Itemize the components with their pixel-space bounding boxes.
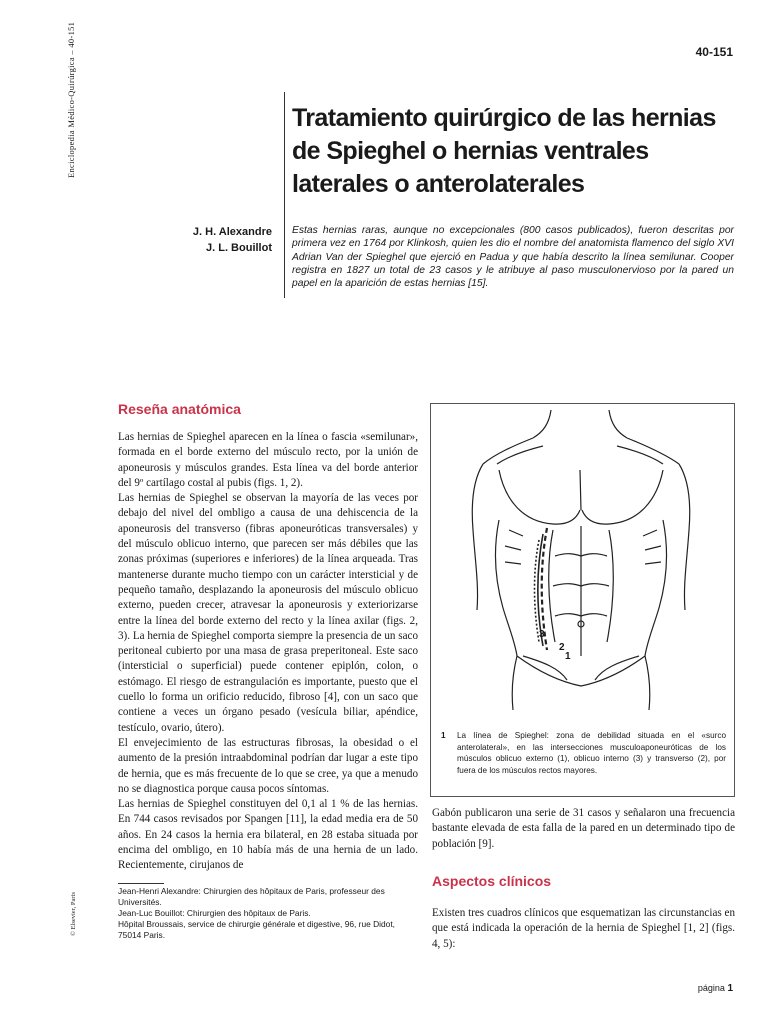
figure-label-2: 2 [559,642,565,653]
journal-side-label: Enciclopedia Médico-Quirúrgica – 40-151 [66,21,76,178]
footnote-rule [118,883,164,884]
paragraph-clinicos: Existen tres cuadros clínicos que esquematizan las circunstancias en que está indicada la operación de la hernia de Spieghel [1, 2] (figs. 4, 5): [432,907,735,950]
page-label: página [697,983,725,993]
paragraph: Las hernias de Spieghel constituyen del 0,1 al 1 % de las hernias. En 744 casos revisados por Spangen [11], la edad media era de 50 años. En 24 casos la hernia era bilateral, en 28 estaba situada por encima del ombligo, en 10 había más de una hernia de un lado. Recientemente, cirujanos de [118,798,418,872]
footnote: Jean-Luc Bouillot: Chirurgien des hôpitaux de Paris. [118,908,311,918]
footnote: Hôpital Broussais, service de chirurgie générale et digestive, 96, rue Didot, 75014 Paris. [118,919,395,940]
page-code: 40-151 [695,45,733,59]
author-2: J. L. Bouillot [206,242,272,254]
author-1: J. H. Alexandre [192,226,272,238]
footnote: Jean-Henri Alexandre: Chirurgien des hôpitaux de Paris, professeur des Universités. [118,886,385,907]
figure-1 [430,403,735,797]
paragraph: Las hernias de Spieghel aparecen en la línea o fascia «semilunar», formada en el borde externo del músculo recto, por la unión de aponeurosis y músculos grandes. Esta línea va del borde anterior del 9º cartílago costal al pubis (figs. 1, 2). [118,431,418,489]
section-heading-resena: Reseña anatómica [118,401,241,417]
paragraph: Las hernias de Spieghel se observan la mayoría de las veces por debajo del nivel del ombligo a causa de una dehiscencia de la aponeurosis del transverso (fibras aponeuróticas transversales) y del músculo oblicuo interno, que parecen ser más débiles que las zonas próximas (superiores e inferiores) de la línea arqueada. Tras mantenerse durante mucho tiempo con un carácter intersticial y de pequeño tamaño, desplazando la aponeurosis del músculo oblicuo externo, pueden crecer, atravesar la aponeurosis y exteriorizarse entre la línea del borde externo del recto y la línea axilar (figs. 2, 3). La hernia de Spieghel comporta siempre la presencia de un saco peritoneal cubierto por una masa de grasa preperitoneal. Este saco (intersticial o superficial) puede contener epiplón, colon, o estómago. El riesgo de estrangulación es importante, puesto que el cuello lo forma un orificio reducido, fibroso [4], con un saco que contiene a veces un órgano pesado (vesícula biliar, apéndice, testículo, ovario, útero). [118,492,418,734]
figure-caption-text: La línea de Spieghel: zona de debilidad situada en el «surco anterolateral», en las intersecciones musculoaponeuróticas de los músculos oblicuo externo (1), oblicuo interno (3) y transverso (2), por fuera de los músculos rectos mayores. [457,731,726,775]
paragraph-continuation: Gabón publicaron una serie de 31 casos y señalaron una frecuencia bastante elevada de esta falla de la pared en un determinado tipo de población [9]. [432,807,735,850]
figure-number: 1 [441,731,446,740]
paragraph: El envejecimiento de las estructuras fibrosas, la obesidad o el aumento de la presión intraabdominal podrían dar lugar a este tipo de hernia, que es más frecuente de lo que se cree, ya que a menudo no se diagnostica porque causa pocos síntomas. [118,736,418,795]
article-title: Tratamiento quirúrgico de las hernias de Spieghel o hernias ventrales laterales o anterolaterales [292,104,716,198]
section-heading-clinicos: Aspectos clínicos [432,873,552,889]
abstract: Estas hernias raras, aunque no excepcionales (800 casos publicados), fueron descritas por primera vez en 1764 por Klinkosh, quien les dio el nombre del anatomista flamenco del siglo XVI Adrian Van der Spieghel que ejerció en Padua y que había descrito la línea semilunar. Cooper registra en 1827 un total de 23 casos y le atribuye al paso musculonervioso por la pared un papel en la aparición de estas hernias [15]. [292,225,734,290]
page-footer [698,983,733,994]
header-divider [284,92,285,298]
figure-caption [441,730,726,776]
page-number: 1 [727,983,733,994]
copyright-notice: © Elsevier, Paris [70,892,77,936]
left-column-body [118,430,418,874]
torso-illustration [443,410,723,710]
figure-label-3: 3 [539,629,545,640]
author-footnotes [118,886,418,941]
figure-label-1: 1 [565,651,571,662]
